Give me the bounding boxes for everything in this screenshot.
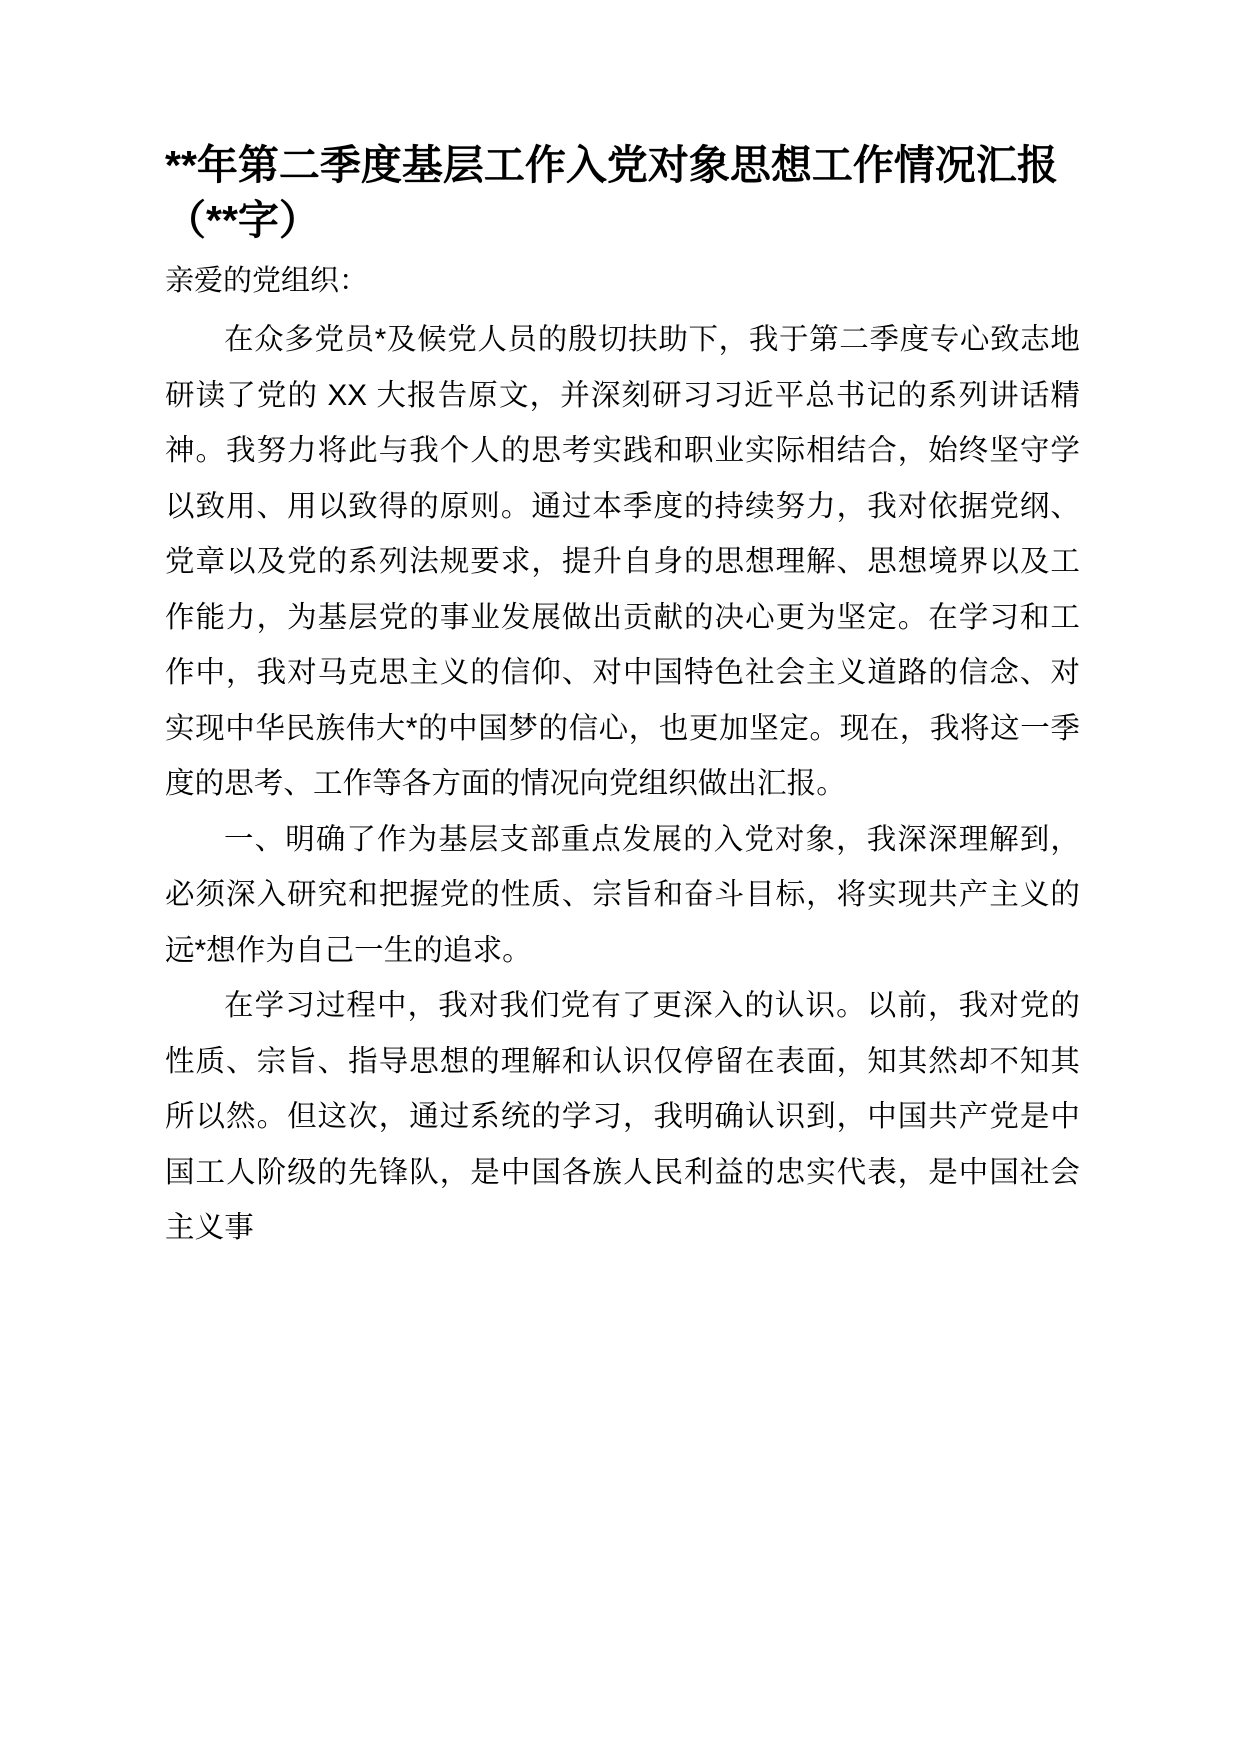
body-paragraph-2: 一、明确了作为基层支部重点发展的入党对象，我深深理解到，必须深入研究和把握党的性质、宗旨和奋斗目标，将实现共产主义的远*想作为自己一生的追求。 [165,822,1080,967]
salutation-line: 亲爱的党组织： [165,265,369,297]
body-paragraph-3: 在学习过程中，我对我们党有了更深入的认识。以前，我对党的性质、宗旨、指导思想的理解和认识仅停留在表面，知其然却不知其所以然。但这次，通过系统的学习，我明确认识到，中国共产党是中国工人阶级的先锋队，是中国各族人民利益的忠实代表，是中国社会主义事 [165,989,1080,1244]
page-title: **年第二季度基层工作入党对象思想工作情况汇报（**字） [165,142,1058,243]
body-paragraph-1: 在众多党员*及候党人员的殷切扶助下，我于第二季度专心致志地研读了党的 XX 大报告原文，并深刻研习习近平总书记的系列讲话精神。我努力将此与我个人的思考实践和职业实际相结合，始终坚守学以致用、用以致得的原则。通过本季度的持续努力，我对依据党纲、党章以及党的系列法规要求，提升自身的思想理解、思想境界以及工作能力，为基层党的事业发展做出贡献的决心更为坚定。在学习和工作中，我对马克思主义的信仰、对中国特色社会主义道路的信念、对实现中华民族伟大*的中国梦的信心，也更加坚定。现在，我将这一季度的思考、工作等各方面的情况向党组织做出汇报。 [165,323,1080,800]
document-body [165,138,1080,1256]
